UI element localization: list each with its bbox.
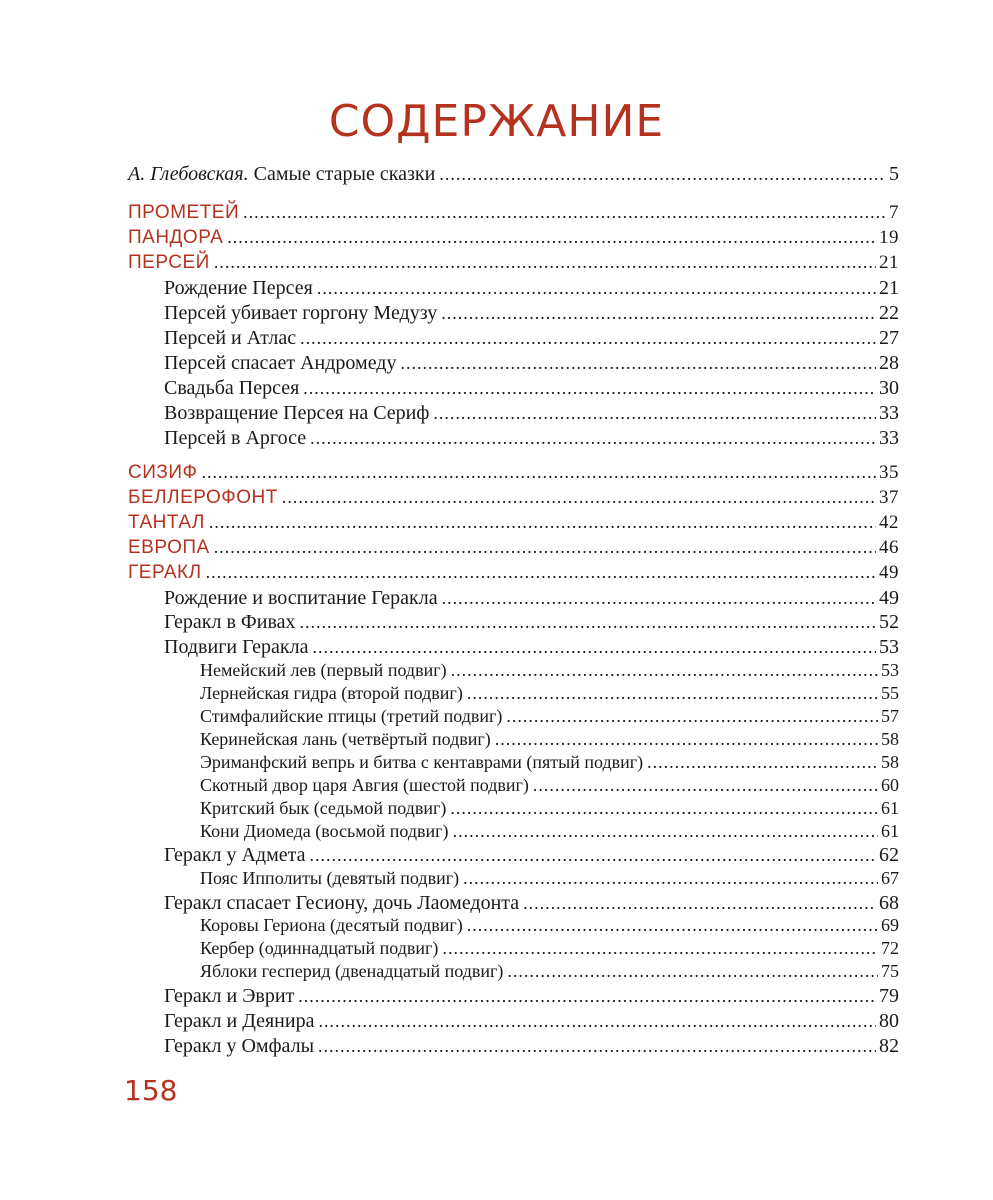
toc-entry-label: Эриманфский вепрь и битва с кентаврами (пятый подвиг) xyxy=(200,752,644,772)
toc-page-number: 30 xyxy=(879,377,899,399)
toc-entry-label: Геракл спасает Гесиону, дочь Лаомедонта xyxy=(164,892,520,914)
toc-entry-label: Персей в Аргосе xyxy=(164,427,307,449)
leader-dots xyxy=(298,986,876,1007)
leader-dots xyxy=(243,202,886,223)
toc-chapter-entry[interactable] xyxy=(164,1035,899,1058)
toc-entry-label: Немейский лев (первый подвиг) xyxy=(200,660,447,680)
toc-section-entry[interactable] xyxy=(128,537,899,559)
toc-page-number: 52 xyxy=(879,611,899,633)
leader-dots xyxy=(495,729,878,750)
toc-page-number: 33 xyxy=(879,402,899,424)
toc-page-number: 22 xyxy=(879,302,899,324)
toc-entry-label: ЕВРОПА xyxy=(128,537,210,558)
toc-subchapter-entry[interactable] xyxy=(200,660,899,681)
toc-section-entry[interactable] xyxy=(128,252,899,274)
toc-entry-label: Рождение Персея xyxy=(164,277,313,299)
toc-chapter-entry[interactable] xyxy=(164,302,899,325)
toc-subchapter-entry[interactable] xyxy=(200,729,899,750)
toc-page-number: 82 xyxy=(879,1035,899,1057)
leader-dots xyxy=(312,637,876,658)
leader-dots xyxy=(318,1011,876,1032)
toc-page-number: 49 xyxy=(879,562,899,583)
toc-entry-label: ГЕРАКЛ xyxy=(128,562,202,583)
leader-dots xyxy=(214,252,876,273)
toc-chapter-entry[interactable] xyxy=(164,985,899,1008)
toc-subchapter-entry[interactable] xyxy=(200,868,899,889)
toc-entry-label: Скотный двор царя Авгия (шестой подвиг) xyxy=(200,775,529,795)
intro-author: А. Глебовская. xyxy=(128,163,249,185)
leader-dots xyxy=(300,612,877,633)
leader-dots xyxy=(507,961,878,982)
page-title: СОДЕРЖАНИЕ xyxy=(328,96,665,147)
toc-page-number: 69 xyxy=(881,915,899,935)
leader-dots xyxy=(318,1036,876,1057)
toc-chapter-entry[interactable] xyxy=(164,1010,899,1033)
toc-entry-label: ПЕРСЕЙ xyxy=(128,252,210,273)
toc-section-entry[interactable] xyxy=(128,202,899,224)
toc-entry-label: Геракл у Адмета xyxy=(164,844,306,866)
toc-page-number: 62 xyxy=(879,844,899,866)
toc-chapter-entry[interactable] xyxy=(164,636,899,659)
toc-page-number: 7 xyxy=(889,202,899,223)
toc-subchapter-entry[interactable] xyxy=(200,752,899,773)
toc-page-number: 67 xyxy=(881,868,899,888)
toc-section-entry[interactable] xyxy=(128,462,899,484)
toc-page-number: 21 xyxy=(879,252,899,273)
leader-dots xyxy=(227,227,876,248)
toc-section-entry[interactable] xyxy=(128,487,899,509)
toc-chapter-entry[interactable] xyxy=(164,587,899,610)
toc-entry-label: Геракл в Фивах xyxy=(164,611,296,633)
toc-entry-label: Пояс Ипполиты (девятый подвиг) xyxy=(200,868,460,888)
toc-page-number: 57 xyxy=(881,706,899,726)
leader-dots xyxy=(463,868,878,889)
toc-page-number: 80 xyxy=(879,1010,899,1032)
toc-subchapter-entry[interactable] xyxy=(200,798,899,819)
leader-dots xyxy=(506,706,878,727)
toc-subchapter-entry[interactable] xyxy=(200,775,899,796)
toc-chapter-entry[interactable] xyxy=(164,402,899,425)
toc-entry-label: Керинейская лань (четвёртый подвиг) xyxy=(200,729,491,749)
toc-page-number: 33 xyxy=(879,427,899,449)
toc-entry-label: Кербер (одиннадцатый подвиг) xyxy=(200,938,439,958)
leader-dots xyxy=(442,588,876,609)
toc-page-number: 53 xyxy=(879,636,899,658)
toc-page-number: 21 xyxy=(879,277,899,299)
leader-dots xyxy=(303,378,876,399)
toc-chapter-entry[interactable] xyxy=(164,327,899,350)
toc-page-number: 5 xyxy=(889,163,899,185)
leader-dots xyxy=(310,428,876,449)
toc-subchapter-entry[interactable] xyxy=(200,706,899,727)
toc-page-number: 79 xyxy=(879,985,899,1007)
toc-subchapter-entry[interactable] xyxy=(200,938,899,959)
toc-entry-label: Персей спасает Андромеду xyxy=(164,352,397,374)
toc-page-number: 46 xyxy=(879,537,899,558)
toc-page-number: 27 xyxy=(879,327,899,349)
toc-entry-label: СИЗИФ xyxy=(128,462,198,483)
toc-page-number: 61 xyxy=(881,821,899,841)
leader-dots xyxy=(647,752,878,773)
toc-page-number: 37 xyxy=(879,487,899,508)
toc-entry-label: Коровы Гериона (десятый подвиг) xyxy=(200,915,463,935)
toc-subchapter-entry[interactable] xyxy=(200,961,899,982)
toc-section-entry[interactable] xyxy=(128,512,899,534)
toc-entry-label: Геракл у Омфалы xyxy=(164,1035,315,1057)
leader-dots xyxy=(214,537,876,558)
leader-dots xyxy=(433,403,876,424)
toc-page-number: 68 xyxy=(879,892,899,914)
leader-dots xyxy=(310,845,876,866)
toc-entry-label: Свадьба Персея xyxy=(164,377,300,399)
toc-chapter-entry[interactable] xyxy=(164,892,899,915)
leader-dots xyxy=(206,562,876,583)
toc-page-number: 28 xyxy=(879,352,899,374)
toc-entry-label: Подвиги Геракла xyxy=(164,636,309,658)
toc-page-number: 61 xyxy=(881,798,899,818)
leader-dots xyxy=(523,893,876,914)
toc-subchapter-entry[interactable] xyxy=(200,683,899,704)
intro-text: Самые старые сказки xyxy=(253,163,436,185)
toc-page-number: 58 xyxy=(881,752,899,772)
toc-entry-label: БЕЛЛЕРОФОНТ xyxy=(128,487,278,508)
toc-subchapter-entry[interactable] xyxy=(200,821,899,842)
toc-chapter-entry[interactable] xyxy=(164,352,899,375)
leader-dots xyxy=(450,798,878,819)
toc-page-number: 35 xyxy=(879,462,899,483)
toc-entry-label: Кони Диомеда (восьмой подвиг) xyxy=(200,821,449,841)
toc-page-number: 75 xyxy=(881,961,899,981)
toc-page-number: 49 xyxy=(879,587,899,609)
leader-dots xyxy=(282,487,876,508)
toc-chapter-entry[interactable] xyxy=(164,427,899,450)
toc-section-entry[interactable] xyxy=(128,562,899,584)
leader-dots xyxy=(467,683,878,704)
toc-section-entry[interactable] xyxy=(128,227,899,249)
toc-chapter-entry[interactable] xyxy=(164,611,899,634)
toc-entry-label: Критский бык (седьмой подвиг) xyxy=(200,798,447,818)
toc-page-number: 53 xyxy=(881,660,899,680)
toc-page-number: 60 xyxy=(881,775,899,795)
toc-entry-label: Стимфалийские птицы (третий подвиг) xyxy=(200,706,503,726)
toc-chapter-entry[interactable] xyxy=(164,377,899,400)
toc-page-number: 55 xyxy=(881,683,899,703)
toc-entry-label: Яблоки гесперид (двенадцатый подвиг) xyxy=(200,961,504,981)
leader-dots xyxy=(209,512,876,533)
toc-entry-label: Персей убивает горгону Медузу xyxy=(164,302,438,324)
toc-entry-label: Возвращение Персея на Сериф xyxy=(164,402,430,424)
toc-entry-label: ТАНТАЛ xyxy=(128,512,205,533)
leader-dots xyxy=(400,353,876,374)
toc-entry-label: ПАНДОРА xyxy=(128,227,224,248)
toc-chapter-entry[interactable] xyxy=(164,277,899,300)
toc-entry-label: ПРОМЕТЕЙ xyxy=(128,202,240,223)
toc-entry-label: Рождение и воспитание Геракла xyxy=(164,587,438,609)
toc-page-number: 72 xyxy=(881,938,899,958)
toc-page-number: 19 xyxy=(879,227,899,248)
leader-dots xyxy=(442,938,878,959)
leader-dots xyxy=(533,775,878,796)
leader-dots xyxy=(300,328,876,349)
leader-dots xyxy=(317,278,876,299)
page-folio: 158 xyxy=(124,1074,178,1107)
toc-entry-label: Лернейская гидра (второй подвиг) xyxy=(200,683,463,703)
toc-entry-label: Геракл и Деянира xyxy=(164,1010,315,1032)
leader-dots xyxy=(453,821,878,842)
toc-entry-label: Персей и Атлас xyxy=(164,327,297,349)
leader-dots xyxy=(441,303,876,324)
toc-entry-label: Геракл и Эврит xyxy=(164,985,295,1007)
toc-chapter-entry[interactable] xyxy=(164,844,899,867)
toc-page-number: 42 xyxy=(879,512,899,533)
leader-dots xyxy=(467,915,878,936)
leader-dots xyxy=(201,462,876,483)
toc-page-number: 58 xyxy=(881,729,899,749)
toc-subchapter-entry[interactable] xyxy=(200,915,899,936)
leader-dots xyxy=(451,660,878,681)
